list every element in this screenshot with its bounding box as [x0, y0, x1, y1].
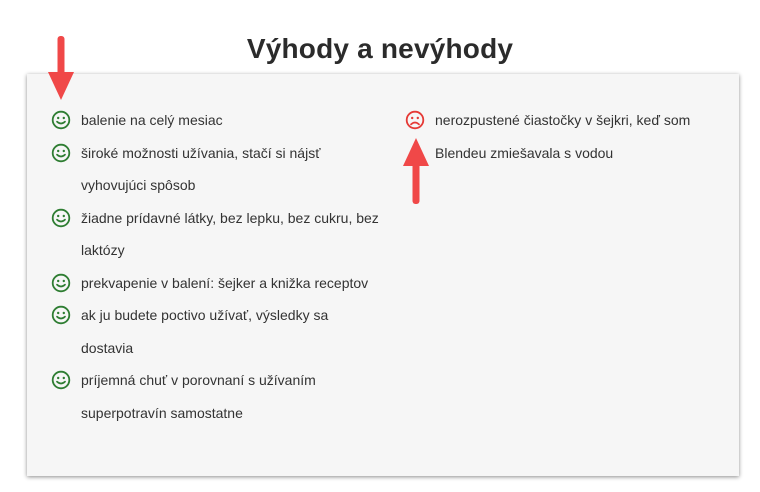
pros-cons-panel [27, 74, 739, 476]
smiley-happy-icon [51, 110, 71, 130]
pros-item [51, 104, 381, 137]
pros-item [51, 267, 381, 300]
page-title: Výhody a nevýhody [246, 32, 514, 64]
smiley-happy-icon [51, 370, 71, 390]
smiley-happy-icon [51, 273, 71, 293]
pros-item [51, 202, 381, 267]
pros-item-text: balenie na celý mesiac [81, 112, 223, 128]
pros-item-text: žiadne prídavné látky, bez lepku, bez cukru, bez laktózy [81, 209, 379, 258]
pros-list [51, 104, 381, 429]
smiley-sad-icon [405, 110, 425, 130]
cons-item-text: nerozpustené čiastočky v šejkri, keď som Blendeu zmiešavala s vodou [435, 112, 691, 161]
pros-item-text: prekvapenie v balení: šejker a knižka receptov [81, 274, 369, 291]
smiley-happy-icon [51, 305, 71, 325]
cons-list [405, 104, 705, 169]
pros-item [51, 364, 381, 429]
arrow-up-icon [402, 136, 430, 206]
pros-item-text: ak ju budete poctivo užívať, výsledky sa dostavia [81, 307, 329, 356]
pros-item [51, 299, 381, 364]
smiley-happy-icon [51, 143, 71, 163]
cons-item [405, 104, 705, 169]
arrow-down-icon [47, 34, 75, 102]
pros-item-text: príjemná chuť v porovnaní s užívaním superpotravín samostatne [81, 372, 316, 421]
pros-item-text: široké možnosti užívania, stačí si nájsť vyhovujúci spôsob [81, 144, 321, 193]
pros-item [51, 137, 381, 202]
smiley-happy-icon [51, 208, 71, 228]
